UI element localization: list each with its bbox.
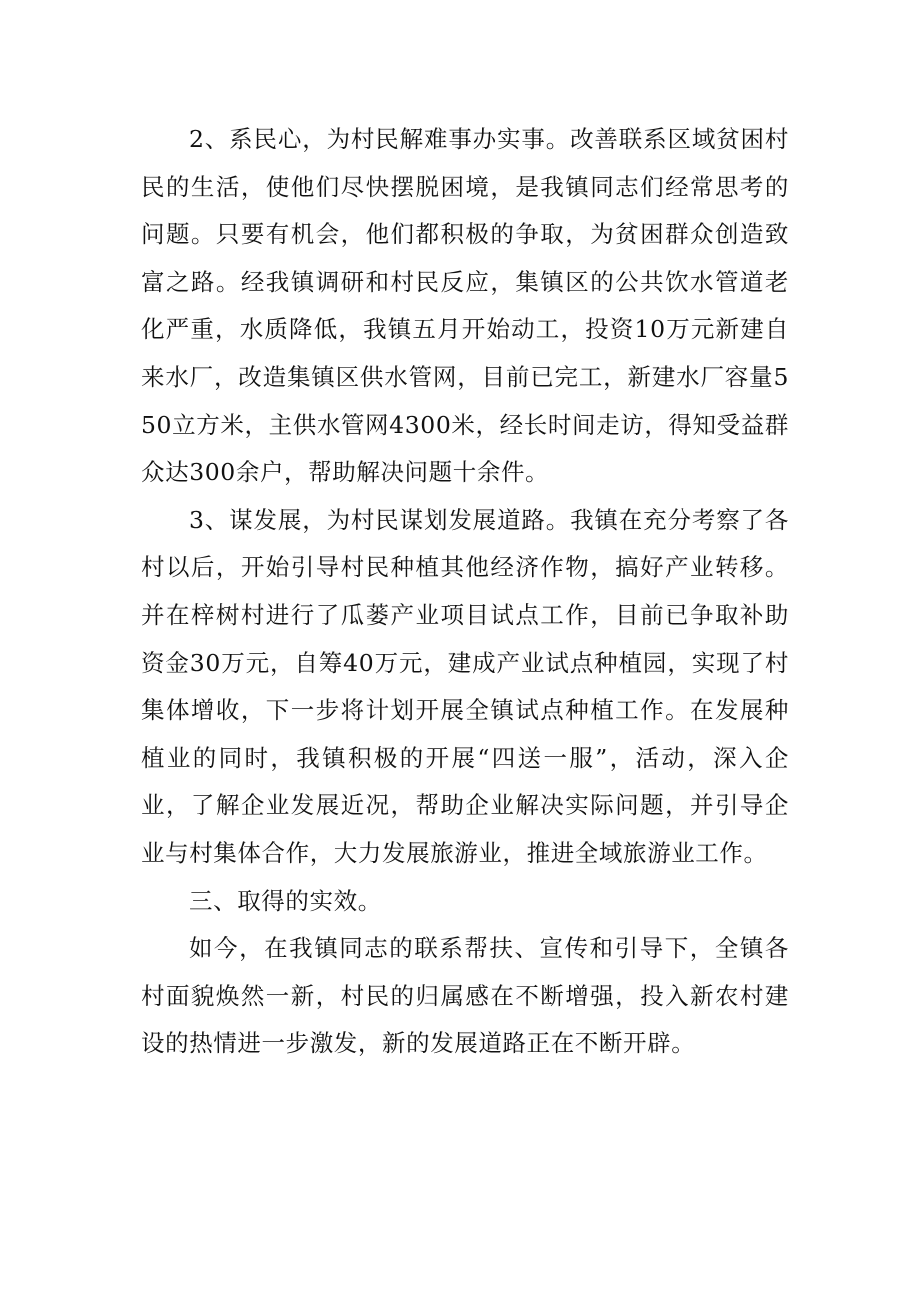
paragraph-conclusion: 如今，在我镇同志的联系帮扶、宣传和引导下，全镇各村面貌焕然一新，村民的归属感在不断增强，投入新农村建设的热情进一步激发，新的发展道路正在不断开辟。 [141,934,789,1058]
section-heading-results: 三、取得的实效。 [189,886,382,915]
paragraph-plan-development: 3、谋发展，为村民谋划发展道路。我镇在充分考察了各村以后，开始引导村民种植其他经济作物，搞好产业转移。并在梓树村进行了瓜蒌产业项目试点工作，目前已争取补助资金30万元，自筹40万元，建成产业试点种植园，实现了村集体增收，下一步将计划开展全镇试点种植工作。在发展种植业的同时，我镇积极的开展“四送一服”，活动，深入企业，了解企业发展近况，帮助企业解决实际问题，并引导企业与村集体合作，大力发展旅游业，推进全域旅游业工作。 [141,505,789,867]
paragraph-help-villagers: 2、系民心，为村民解难事办实事。改善联系区域贫困村民的生活，使他们尽快摆脱困境，是我镇同志们经常思考的问题。只要有机会，他们都积极的争取，为贫困群众创造致富之路。经我镇调研和村民反应，集镇区的公共饮水管道老化严重，水质降低，我镇五月开始动工，投资10万元新建自来水厂，改造集镇区供水管网，目前已完工，新建水厂容量550立方米，主供水管网4300米，经长时间走访，得知受益群众达300余户，帮助解决问题十余件。 [141,125,789,487]
document-body [141,116,789,1068]
